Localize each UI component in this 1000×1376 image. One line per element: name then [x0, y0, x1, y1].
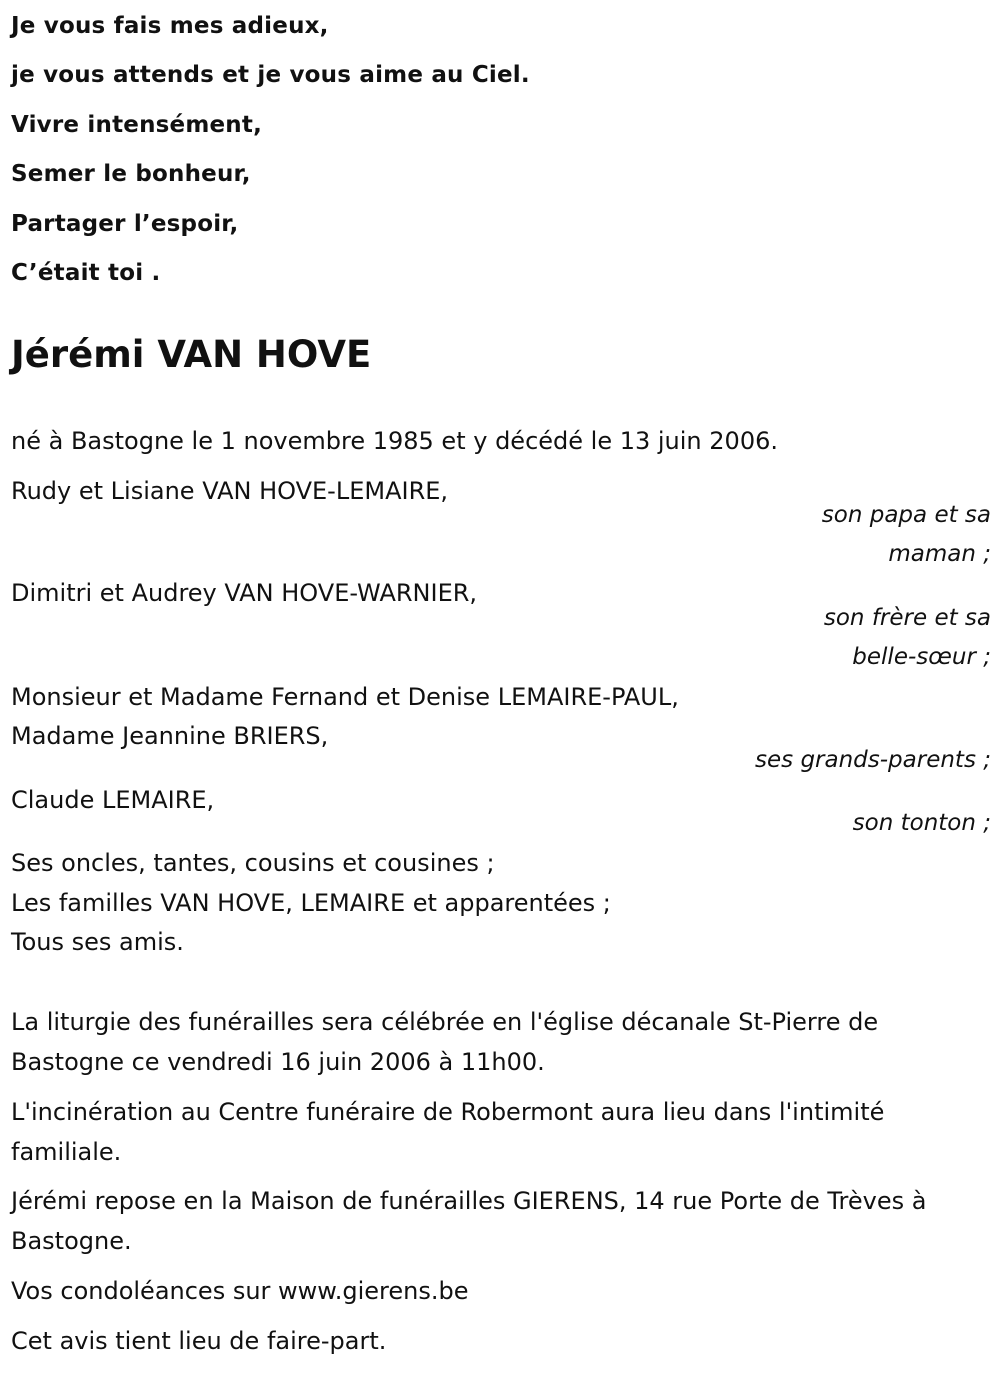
family-brother-role: belle-sœur ; — [852, 644, 991, 670]
family-grandparents-role: ses grands-parents ; — [755, 747, 991, 773]
family-others: Les familles VAN HOVE, LEMAIRE et apparentées ; — [11, 889, 611, 917]
family-uncle-role: son tonton ; — [852, 810, 991, 836]
family-parents-names: Rudy et Lisiane VAN HOVE-LEMAIRE, — [11, 477, 449, 505]
poem-line: Partager l’espoir, — [11, 211, 239, 237]
obituary-notice — [11, 0, 991, 1376]
family-parents-role: son papa et sa — [821, 502, 991, 528]
birth-death-line: né à Bastogne le 1 novembre 1985 et y décédé le 13 juin 2006. — [11, 427, 778, 455]
condolences-line: Vos condoléances sur www.gierens.be — [11, 1277, 469, 1305]
family-grandparents-names: Monsieur et Madame Fernand et Denise LEMAIRE-PAUL, — [11, 683, 679, 711]
deceased-name: Jérémi VAN HOVE — [11, 333, 372, 376]
family-others: Ses oncles, tantes, cousins et cousines ; — [11, 849, 495, 877]
family-grandparents-names: Madame Jeannine BRIERS, — [11, 722, 329, 750]
poem-line: Vivre intensément, — [11, 112, 263, 138]
liturgy-paragraph: La liturgie des funérailles sera célébrée en l'église décanale St-Pierre de Bastogne ce vendredi 16 juin 2006 à 11h00. — [11, 1008, 879, 1076]
family-brother-names: Dimitri et Audrey VAN HOVE-WARNIER, — [11, 579, 478, 607]
family-brother-role: son frère et sa — [823, 605, 991, 631]
cremation-paragraph: L'incinération au Centre funéraire de Robermont aura lieu dans l'intimité familiale. — [11, 1098, 885, 1166]
poem-line: C’était toi . — [11, 260, 161, 286]
poem-line: Je vous fais mes adieux, — [11, 13, 329, 39]
repose-paragraph: Jérémi repose en la Maison de funérailles GIERENS, 14 rue Porte de Trèves à Bastogne. — [11, 1187, 927, 1255]
family-others: Tous ses amis. — [11, 928, 184, 956]
family-parents-role: maman ; — [888, 541, 991, 567]
poem-line: je vous attends et je vous aime au Ciel. — [11, 62, 530, 88]
notice-line: Cet avis tient lieu de faire-part. — [11, 1327, 387, 1355]
poem-line: Semer le bonheur, — [11, 161, 251, 187]
family-uncle-name: Claude LEMAIRE, — [11, 786, 215, 814]
